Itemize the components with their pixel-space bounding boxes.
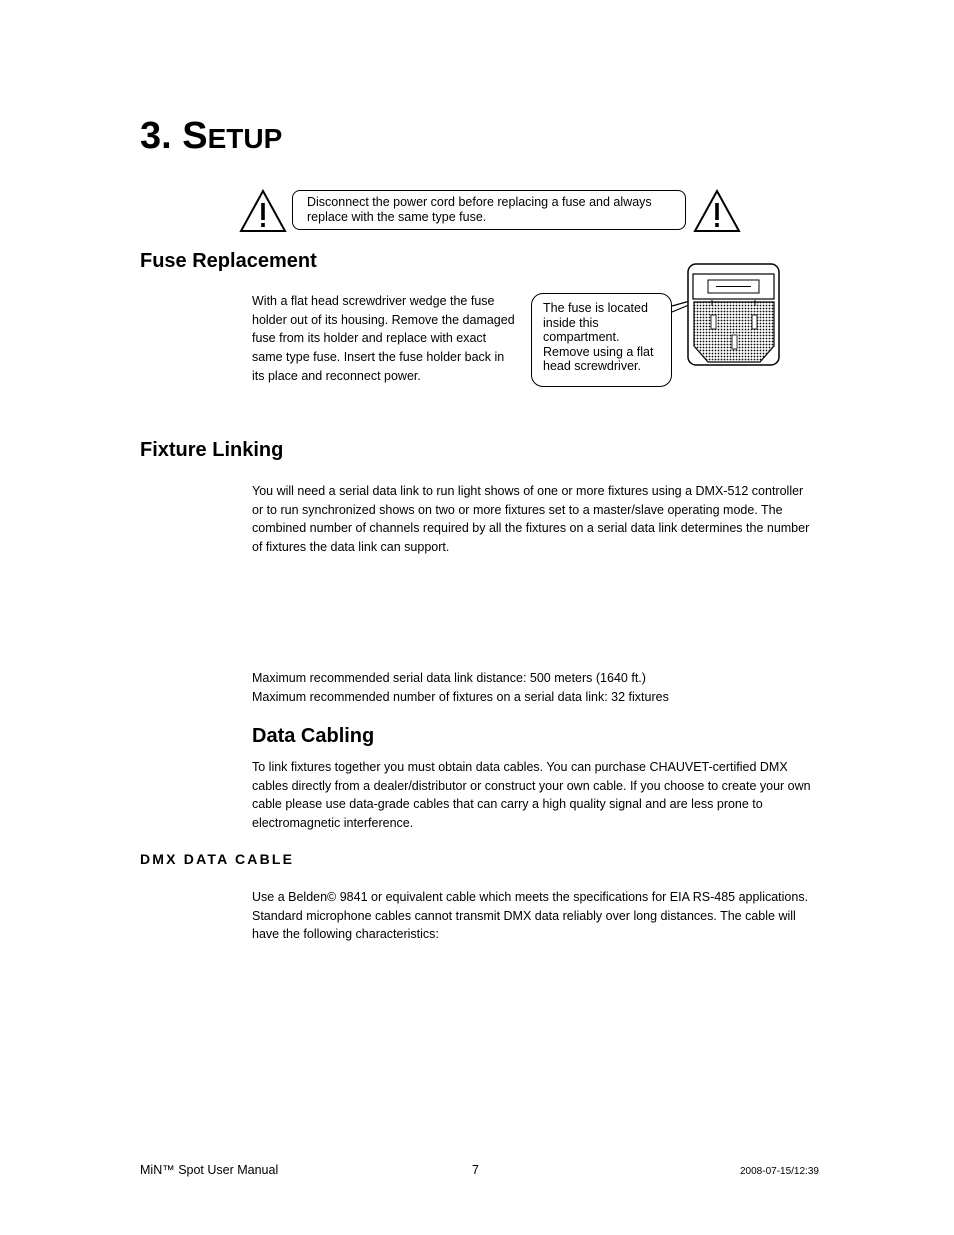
max-distance-text: Maximum recommended serial data link distance: 500 meters (1640 ft.) bbox=[252, 671, 646, 685]
footer-manual-title: MiN™ Spot User Manual bbox=[140, 1163, 279, 1177]
fuse-replacement-heading: Fuse Replacement bbox=[140, 250, 317, 272]
warning-triangle-icon bbox=[239, 189, 287, 233]
data-cabling-body: To link fixtures together you must obtain data cables. You can purchase CHAUVET-certified DMX cables directly from a dealer/distributor or construct your own cable. If you choose to create your own cable please use data-grade cables that can carry a high quality signal and are less prone to electromagnetic interference. bbox=[252, 760, 811, 831]
fuse-callout-text: The fuse is located inside this compartment. Remove using a flat head screwdriver. bbox=[543, 301, 654, 373]
warning-box bbox=[292, 190, 686, 230]
dmx-data-cable-heading: DMX DATA CABLE bbox=[140, 851, 295, 867]
chapter-number: 3. bbox=[140, 115, 172, 157]
warning-triangle-icon bbox=[693, 189, 741, 233]
fixture-linking-body: You will need a serial data link to run light shows of one or more fixtures using a DMX-512 controller or to run synchronized shows on two or more fixtures set to a master/slave operating mode. The combined number of channels required by all the fixtures on a serial data link determines the number of fixtures the data link can support. bbox=[252, 484, 810, 555]
footer-date: 2008-07-15/12:39 bbox=[740, 1166, 819, 1177]
dmx-data-cable-body: Use a Belden© 9841 or equivalent cable which meets the specifications for EIA RS-485 applications. Standard microphone cables cannot transmit DMX data reliably over long distances. The cable will have the following characteristics: bbox=[252, 890, 809, 942]
chapter-title-initial: S bbox=[182, 115, 208, 157]
footer-page-number: 7 bbox=[472, 1163, 479, 1177]
fixture-linking-heading: Fixture Linking bbox=[140, 439, 284, 461]
fuse-replacement-body: With a flat head screwdriver wedge the fuse holder out of its housing. Remove the damaged fuse from its holder and replace with exact same type fuse. Insert the fuse holder back in its place and reconnect power. bbox=[252, 294, 515, 383]
chapter-title bbox=[140, 112, 282, 163]
data-cabling-heading: Data Cabling bbox=[252, 725, 375, 747]
warning-text: Disconnect the power cord before replacing a fuse and always replace with the same type fuse. bbox=[307, 195, 652, 224]
chapter-title-rest: ETUP bbox=[207, 123, 283, 154]
fuse-callout bbox=[531, 293, 672, 387]
fuse-compartment-icon bbox=[660, 262, 784, 366]
max-fixtures-text: Maximum recommended number of fixtures on a serial data link: 32 fixtures bbox=[252, 690, 669, 704]
